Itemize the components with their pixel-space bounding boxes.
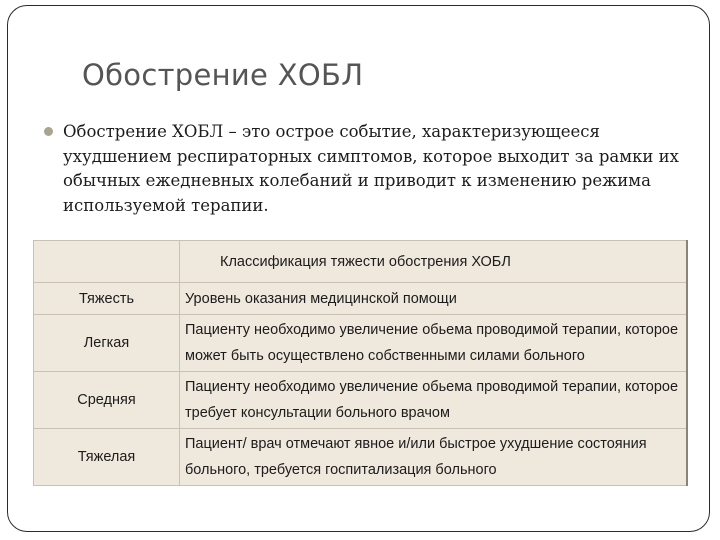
table-caption-row	[34, 241, 688, 283]
bullet-text: Обострение ХОБЛ – это острое событие, характеризующееся ухудшением респираторных симптомов, которое выходит за рамки их обычных ежедневных колебаний и приводит к изменению режима используемой терапии.	[63, 122, 679, 215]
header-care-level: Уровень оказания медицинской помощи	[180, 283, 688, 315]
header-severity: Тяжесть	[34, 283, 180, 315]
table-caption-spacer	[34, 241, 180, 283]
table-row	[34, 372, 688, 429]
slide-title: Обострение ХОБЛ	[82, 58, 364, 92]
description-cell: Пациенту необходимо увеличение обьема проводимой терапии, которое может быть осуществлено собственными силами больного	[180, 315, 688, 372]
severity-cell: Тяжелая	[34, 429, 180, 486]
severity-cell: Легкая	[34, 315, 180, 372]
bullet-item	[44, 120, 684, 218]
bullet-dot-icon	[44, 127, 53, 136]
severity-cell: Средняя	[34, 372, 180, 429]
severity-table	[33, 240, 688, 486]
table-row	[34, 429, 688, 486]
description-cell: Пациент/ врач отмечают явное и/или быстрое ухудшение состояния больного, требуется госпитализация больного	[180, 429, 688, 486]
table-header-row	[34, 283, 688, 315]
table-row	[34, 315, 688, 372]
table-caption: Классификация тяжести обострения ХОБЛ	[180, 241, 688, 283]
description-cell: Пациенту необходимо увеличение обьема проводимой терапии, которое требует консультации больного врачом	[180, 372, 688, 429]
